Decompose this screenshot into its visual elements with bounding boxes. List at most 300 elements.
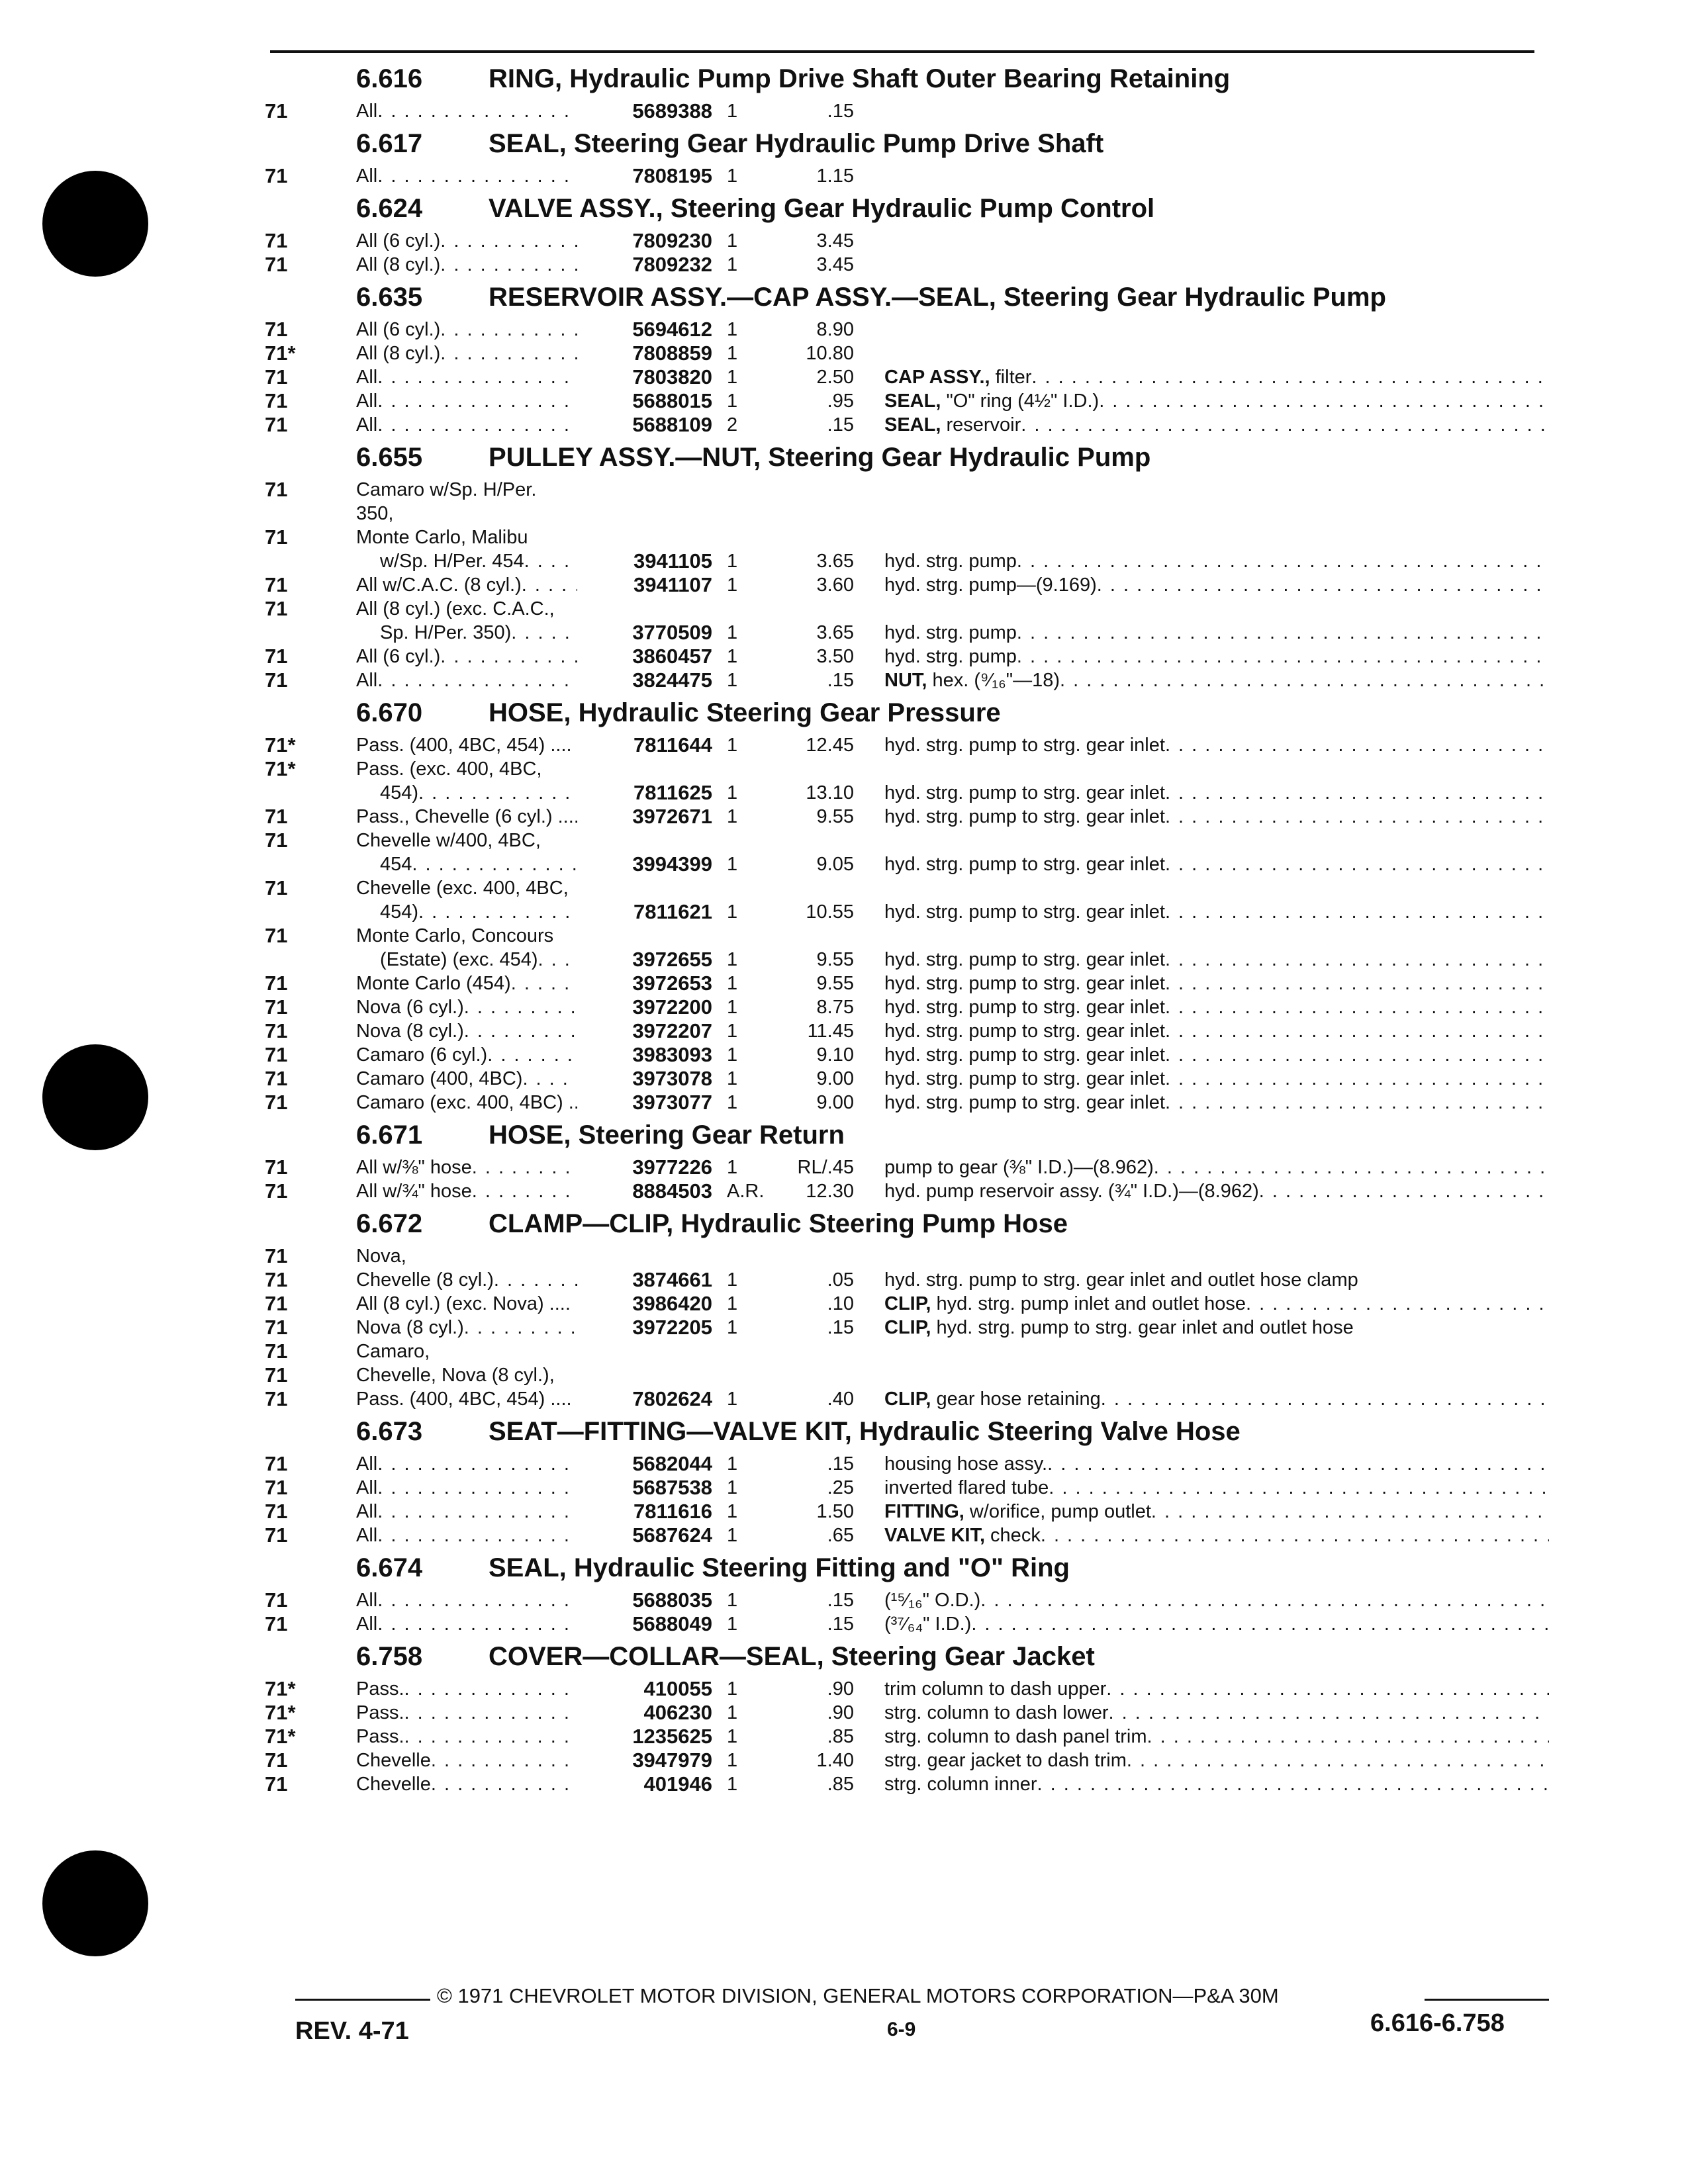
application-text: All (6 cyl.) xyxy=(356,230,441,251)
list-item xyxy=(265,525,1549,549)
model-year: 71 xyxy=(265,389,288,412)
section-title: CLAMP—CLIP, Hydraulic Steering Pump Hose xyxy=(489,1209,1068,1238)
dot-leader xyxy=(1101,1387,1549,1411)
section-title: HOSE, Steering Gear Return xyxy=(489,1120,845,1150)
application-text: All (6 cyl.) xyxy=(356,646,441,667)
quantity: 1 xyxy=(727,973,738,994)
section-title: HOSE, Hydraulic Steering Gear Pressure xyxy=(489,698,1001,727)
description-text xyxy=(884,805,1165,829)
section-header xyxy=(265,1636,1549,1677)
description-detail: hex. (⁹⁄₁₆"—18) xyxy=(927,670,1060,691)
price: .10 xyxy=(827,1293,854,1314)
description-detail: hyd. strg. pump xyxy=(884,551,1017,572)
price: 3.65 xyxy=(816,551,854,572)
description xyxy=(854,1091,1549,1115)
application-text: 454 xyxy=(380,854,412,875)
model-year: 71 xyxy=(265,1156,288,1179)
application-text: Nova (8 cyl.) xyxy=(356,1021,464,1042)
description xyxy=(854,1019,1549,1043)
description-detail: hyd. strg. pump inlet and outlet hose xyxy=(931,1293,1246,1314)
model-year: 71 xyxy=(265,1749,288,1772)
price: .05 xyxy=(827,1269,854,1291)
model-year: 71 xyxy=(265,1019,288,1042)
quantity: 1 xyxy=(727,1388,738,1410)
part-number: 7809232 xyxy=(632,253,712,276)
section-number: 6.616 xyxy=(356,64,423,93)
application xyxy=(356,1725,577,1749)
description-keyword: FITTING, xyxy=(884,1501,964,1522)
description xyxy=(854,1179,1549,1203)
application xyxy=(356,1019,577,1043)
application xyxy=(356,1476,577,1500)
application xyxy=(356,1588,577,1612)
part-number: 3986420 xyxy=(632,1292,712,1315)
part-number: 5694612 xyxy=(632,318,712,341)
description xyxy=(854,645,1549,668)
description xyxy=(854,1452,1549,1476)
application-text: All xyxy=(356,414,378,435)
list-item xyxy=(265,757,1549,781)
dot-leader xyxy=(404,1701,577,1725)
description-detail: hyd. strg. pump to strg. gear inlet xyxy=(884,949,1165,970)
dot-leader xyxy=(377,1500,577,1524)
description-text xyxy=(884,1524,1041,1547)
application xyxy=(356,1387,577,1411)
section-6-624 xyxy=(265,188,1549,277)
application-text: w/Sp. H/Per. 454 xyxy=(380,551,524,572)
model-year: 71 xyxy=(265,99,288,122)
description-text xyxy=(884,1772,1037,1796)
list-item xyxy=(265,573,1549,597)
quantity: 1 xyxy=(727,1477,738,1498)
model-year: 71 xyxy=(265,1500,288,1523)
application-text: 350, xyxy=(356,503,394,524)
application-text: All xyxy=(356,1477,378,1498)
price: .15 xyxy=(827,414,854,435)
price: .85 xyxy=(827,1726,854,1747)
price: 1.50 xyxy=(816,1501,854,1522)
price: 3.45 xyxy=(816,230,854,251)
application-text: Monte Carlo, Concours xyxy=(356,925,554,946)
application xyxy=(356,1179,577,1203)
description-text xyxy=(884,413,1021,437)
quantity: 1 xyxy=(727,1750,738,1771)
model-year: 71 xyxy=(265,365,288,388)
list-item xyxy=(265,99,1549,123)
application xyxy=(356,573,577,597)
section-title: RING, Hydraulic Pump Drive Shaft Outer Bearing Retaining xyxy=(489,64,1231,93)
application-text: Pass. xyxy=(356,1726,404,1747)
dot-leader xyxy=(472,1179,577,1203)
description xyxy=(854,1387,1549,1411)
application xyxy=(356,318,577,341)
list-item xyxy=(265,549,1549,573)
description-text xyxy=(884,1091,1165,1115)
quantity: 1 xyxy=(727,1501,738,1522)
part-number: 7811616 xyxy=(633,1500,712,1523)
description xyxy=(854,1316,1549,1340)
dot-leader xyxy=(487,1043,577,1067)
quantity: 1 xyxy=(727,901,738,923)
description-text xyxy=(884,948,1165,972)
application xyxy=(356,1043,577,1067)
description-text xyxy=(884,549,1017,573)
section-title: SEAT—FITTING—VALVE KIT, Hydraulic Steering Valve Hose xyxy=(489,1417,1241,1446)
dot-leader xyxy=(1165,900,1549,924)
list-item xyxy=(265,1612,1549,1636)
dot-leader xyxy=(377,668,577,692)
model-year: 71* xyxy=(265,1701,296,1724)
section-header xyxy=(265,1547,1549,1588)
description xyxy=(854,805,1549,829)
application-text: Chevelle xyxy=(356,1774,431,1795)
price: .15 xyxy=(827,1317,854,1338)
description-detail: hyd. strg. pump to strg. gear inlet and outlet hose xyxy=(931,1317,1354,1338)
description-text xyxy=(884,1452,1047,1476)
dot-leader xyxy=(1021,413,1549,437)
price: 9.05 xyxy=(816,854,854,875)
application xyxy=(356,1067,577,1091)
dot-leader xyxy=(1165,781,1549,805)
description-detail: gear hose retaining xyxy=(931,1388,1101,1410)
quantity: 1 xyxy=(727,1726,738,1747)
application-text: All xyxy=(356,390,378,412)
footer-revision: REV. 4-71 xyxy=(295,2017,409,2045)
list-item xyxy=(265,164,1549,188)
dot-leader xyxy=(971,1612,1549,1636)
dot-leader xyxy=(1165,1019,1549,1043)
list-item xyxy=(265,1725,1549,1749)
description xyxy=(854,781,1549,805)
price: 1.40 xyxy=(816,1750,854,1771)
quantity: 1 xyxy=(727,1774,738,1795)
price: RL/.45 xyxy=(797,1157,854,1178)
application xyxy=(356,621,577,645)
part-number: 7808859 xyxy=(632,341,712,365)
application xyxy=(356,1524,577,1547)
dot-leader xyxy=(1106,1677,1549,1701)
application-text: All xyxy=(356,101,378,122)
dot-leader xyxy=(1017,549,1549,573)
dot-leader xyxy=(1127,1749,1549,1772)
description xyxy=(854,1476,1549,1500)
description xyxy=(854,1772,1549,1796)
part-number: 3947979 xyxy=(632,1749,712,1772)
price: 3.65 xyxy=(816,622,854,643)
application-text: Chevelle (8 cyl.) xyxy=(356,1269,494,1291)
description-text xyxy=(884,1156,1154,1179)
description xyxy=(854,972,1549,995)
application-text: Monte Carlo (454) xyxy=(356,973,511,994)
quantity: 1 xyxy=(727,1044,738,1066)
description xyxy=(854,1588,1549,1612)
application xyxy=(356,1268,577,1292)
binder-hole-middle xyxy=(42,1044,148,1150)
part-number: 3770509 xyxy=(632,621,712,644)
application xyxy=(356,1244,577,1268)
section-number: 6.635 xyxy=(356,283,423,312)
description-detail: inverted flared tube xyxy=(884,1477,1049,1498)
model-year: 71 xyxy=(265,1316,288,1339)
application-text: Chevelle xyxy=(356,1750,431,1771)
application-text: All (6 cyl.) xyxy=(356,319,441,340)
quantity: 1 xyxy=(727,1590,738,1611)
price: 12.45 xyxy=(806,735,854,756)
application xyxy=(356,1612,577,1636)
description-text xyxy=(884,1749,1127,1772)
description-keyword: SEAL, xyxy=(884,414,941,435)
description-detail: "O" ring (4½" I.D.) xyxy=(941,390,1100,412)
application-text: All xyxy=(356,1453,378,1475)
description xyxy=(854,1156,1549,1179)
footer-copyright: © 1971 CHEVROLET MOTOR DIVISION, GENERAL MOTORS CORPORATION—P&A 30M xyxy=(437,1984,1279,2007)
application-text: Nova, xyxy=(356,1246,406,1267)
dot-leader xyxy=(538,948,577,972)
description-detail: hyd. strg. pump to strg. gear inlet xyxy=(884,901,1165,923)
application-text: All (8 cyl.) xyxy=(356,343,441,364)
description-text xyxy=(884,1269,1358,1291)
dot-leader xyxy=(377,1612,577,1636)
quantity: 1 xyxy=(727,854,738,875)
footer-rule-right xyxy=(1425,1999,1549,2001)
quantity: 1 xyxy=(727,1068,738,1089)
description-detail: check xyxy=(985,1525,1041,1546)
part-number: 3941105 xyxy=(633,549,712,572)
application xyxy=(356,1316,577,1340)
description xyxy=(854,852,1549,876)
description xyxy=(854,365,1549,389)
application xyxy=(356,413,577,437)
price: .95 xyxy=(827,390,854,412)
list-item xyxy=(265,1500,1549,1524)
section-title: VALVE ASSY., Steering Gear Hydraulic Pump Control xyxy=(489,194,1155,223)
list-item xyxy=(265,668,1549,692)
price: .25 xyxy=(827,1477,854,1498)
application xyxy=(356,1452,577,1476)
section-title: PULLEY ASSY.—NUT, Steering Gear Hydraulic Pump xyxy=(489,443,1151,472)
application-text: Pass. xyxy=(356,1678,404,1700)
description-detail: hyd. strg. pump to strg. gear inlet xyxy=(884,782,1165,803)
dot-leader xyxy=(440,229,577,253)
model-year: 71 xyxy=(265,1043,288,1066)
list-item xyxy=(265,1476,1549,1500)
description-detail: filter xyxy=(990,367,1032,388)
section-header xyxy=(265,1115,1549,1156)
description-detail: pump to gear (⅜" I.D.)—(8.962) xyxy=(884,1157,1154,1178)
list-item xyxy=(265,852,1549,876)
application xyxy=(356,1749,577,1772)
dot-leader xyxy=(1151,1500,1549,1524)
price: .15 xyxy=(827,670,854,691)
application-text: Chevelle, Nova (8 cyl.), xyxy=(356,1365,555,1386)
dot-leader xyxy=(567,733,577,757)
description-detail: (¹⁵⁄₁₆" O.D.) xyxy=(884,1590,981,1611)
list-item xyxy=(265,1268,1549,1292)
description xyxy=(854,900,1549,924)
part-number: 406230 xyxy=(643,1701,712,1724)
description-text xyxy=(884,389,1099,413)
application-text: Nova (6 cyl.) xyxy=(356,997,464,1018)
quantity: 1 xyxy=(727,670,738,691)
dot-leader xyxy=(1259,1179,1549,1203)
description-text xyxy=(884,668,1060,692)
part-number: 3977226 xyxy=(632,1156,712,1179)
application xyxy=(356,1292,577,1316)
dot-leader xyxy=(412,852,577,876)
price: .15 xyxy=(827,101,854,122)
application xyxy=(356,852,577,876)
part-number: 8884503 xyxy=(632,1179,712,1203)
dot-leader xyxy=(377,164,577,188)
application xyxy=(356,757,577,781)
dot-leader xyxy=(1097,573,1549,597)
description-detail: strg. column to dash panel trim xyxy=(884,1726,1147,1747)
application xyxy=(356,1701,577,1725)
quantity: 1 xyxy=(727,1317,738,1338)
list-item xyxy=(265,1067,1549,1091)
list-item xyxy=(265,733,1549,757)
price: 3.60 xyxy=(816,574,854,596)
part-number: 3860457 xyxy=(632,645,712,668)
price: 9.10 xyxy=(816,1044,854,1066)
description xyxy=(854,1749,1549,1772)
quantity: 1 xyxy=(727,574,738,596)
section-6-670 xyxy=(265,692,1549,1115)
list-item xyxy=(265,1387,1549,1411)
application-text: Pass. (400, 4BC, 454) ... xyxy=(356,1388,567,1410)
quantity: 1 xyxy=(727,782,738,803)
model-year: 71* xyxy=(265,757,296,780)
application xyxy=(356,829,577,852)
top-rule xyxy=(270,50,1534,53)
section-header xyxy=(265,277,1549,318)
part-number: 7803820 xyxy=(632,365,712,388)
application xyxy=(356,502,577,525)
dot-leader xyxy=(1031,365,1549,389)
application-text: All w/¾" hose xyxy=(356,1181,472,1202)
quantity: 1 xyxy=(727,622,738,643)
section-header xyxy=(265,1411,1549,1452)
dot-leader xyxy=(464,1019,577,1043)
application xyxy=(356,1340,577,1363)
description-detail: hyd. strg. pump xyxy=(884,646,1017,667)
quantity: 1 xyxy=(727,1702,738,1723)
part-number: 5687538 xyxy=(632,1476,712,1499)
description-text xyxy=(884,621,1017,645)
dot-leader xyxy=(494,1268,577,1292)
section-number: 6.673 xyxy=(356,1417,423,1446)
description-text xyxy=(884,1725,1147,1749)
dot-leader xyxy=(431,1749,577,1772)
quantity: 1 xyxy=(727,1021,738,1042)
model-year: 71* xyxy=(265,1725,296,1748)
part-number: 1235625 xyxy=(632,1725,712,1748)
price: 9.00 xyxy=(816,1092,854,1113)
dot-leader xyxy=(472,1156,577,1179)
price: 10.80 xyxy=(806,343,854,364)
model-year: 71 xyxy=(265,164,288,187)
description-detail: hyd. strg. pump to strg. gear inlet xyxy=(884,854,1165,875)
application-text: All xyxy=(356,1501,378,1522)
list-item xyxy=(265,948,1549,972)
quantity: 1 xyxy=(727,997,738,1018)
application-text: Chevelle (exc. 400, 4BC, xyxy=(356,878,569,899)
dot-leader xyxy=(1147,1725,1549,1749)
section-number: 6.670 xyxy=(356,698,423,727)
application xyxy=(356,1772,577,1796)
application-text: Monte Carlo, Malibu xyxy=(356,527,528,548)
section-6-672 xyxy=(265,1203,1549,1411)
description-keyword: CLIP, xyxy=(884,1388,931,1410)
part-number: 3994399 xyxy=(632,852,712,876)
dot-leader xyxy=(377,365,577,389)
description xyxy=(854,733,1549,757)
description-text xyxy=(884,1043,1165,1067)
description-detail: trim column to dash upper xyxy=(884,1678,1107,1700)
dot-leader xyxy=(440,253,577,277)
list-item xyxy=(265,597,1549,621)
description-detail: hyd. strg. pump to strg. gear inlet xyxy=(884,1044,1165,1066)
description xyxy=(854,948,1549,972)
price: 11.45 xyxy=(807,1021,854,1042)
section-header xyxy=(265,437,1549,478)
dot-leader xyxy=(1246,1292,1549,1316)
price: .15 xyxy=(827,1590,854,1611)
description-detail: w/orifice, pump outlet xyxy=(964,1501,1151,1522)
description xyxy=(854,1268,1549,1292)
model-year: 71 xyxy=(265,1387,288,1410)
list-item xyxy=(265,1043,1549,1067)
dot-leader xyxy=(377,99,577,123)
model-year: 71 xyxy=(265,413,288,436)
part-number: 3973078 xyxy=(632,1067,712,1090)
description-text xyxy=(884,1179,1259,1203)
description xyxy=(854,1067,1549,1091)
application-text: All xyxy=(356,670,378,691)
model-year: 71 xyxy=(265,573,288,596)
quantity: 1 xyxy=(727,551,738,572)
quantity: 1 xyxy=(727,1269,738,1291)
dot-leader xyxy=(1017,645,1549,668)
dot-leader xyxy=(1060,668,1549,692)
binder-hole-top xyxy=(42,171,148,277)
quantity: 1 xyxy=(727,367,738,388)
dot-leader xyxy=(522,573,577,597)
price: 9.00 xyxy=(816,1068,854,1089)
description xyxy=(854,1524,1549,1547)
list-item xyxy=(265,1019,1549,1043)
description-text xyxy=(884,852,1165,876)
section-6-635 xyxy=(265,277,1549,437)
application-text: All (8 cyl.) (exc. C.A.C., xyxy=(356,598,555,619)
description-text xyxy=(884,1500,1151,1524)
application-text: Camaro (exc. 400, 4BC) . xyxy=(356,1092,574,1113)
footer-rule-left xyxy=(295,1999,430,2001)
description-text xyxy=(884,972,1165,995)
description-keyword: CLIP, xyxy=(884,1293,931,1314)
part-number: 3972205 xyxy=(632,1316,712,1339)
description-detail: housing hose assy. xyxy=(884,1453,1048,1475)
part-number: 7808195 xyxy=(632,164,712,187)
description xyxy=(854,1500,1549,1524)
dot-leader xyxy=(1165,972,1549,995)
description-detail: reservoir xyxy=(941,414,1021,435)
list-item xyxy=(265,318,1549,341)
list-item xyxy=(265,1244,1549,1268)
application-text: Pass., Chevelle (6 cyl.) ... xyxy=(356,806,574,827)
model-year: 71 xyxy=(265,1091,288,1114)
description xyxy=(854,1677,1549,1701)
